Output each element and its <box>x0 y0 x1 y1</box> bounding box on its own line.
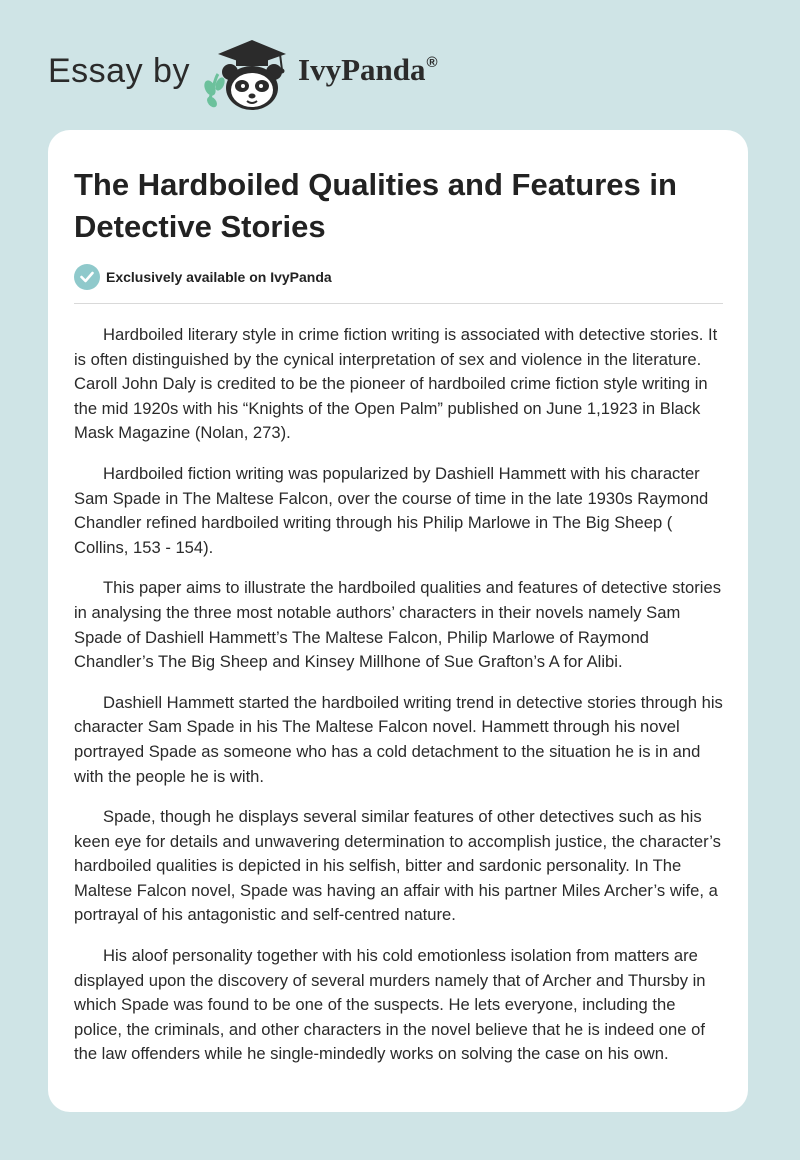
check-icon <box>74 264 100 290</box>
essay-by-label: Essay by <box>48 52 190 90</box>
essay-body <box>74 323 726 1083</box>
brand-name[interactable] <box>298 52 438 88</box>
paragraph: This paper aims to illustrate the hardboiled qualities and features of detective stories in analysing the three most notable authors’ characters in their novels namely Sam Spade of Dashiell Hammett’s The Maltese Falcon, Philip Marlowe of Raymond Chandler’s The Big Sheep and Kinsey Millhone of Sue Grafton’s A for Alibi. <box>74 578 721 672</box>
paragraph: Hardboiled literary style in crime fiction writing is associated with detective stories. It is often distinguished by the cynical interpretation of sex and violence in the literature. Caroll John Daly is credited to be the pioneer of hardboiled crime fiction style writing in the mid 1920s with his “Knights of the Open Palm” published on June 1,1923 in Black Mask Magazine (Nolan, 273). <box>74 325 718 443</box>
exclusive-label: Exclusively available on IvyPanda <box>106 269 332 285</box>
paragraph: Hardboiled fiction writing was popularized by Dashiell Hammett with his character Sam Spade in The Maltese Falcon, over the course of time in the late 1930s Raymond Chandler refined hardboiled writing through his Philip Marlowe in The Big Sheep ( Collins, 153 - 154). <box>74 463 709 557</box>
essay-card <box>48 130 748 1112</box>
paragraph: Spade, though he displays several similar features of other detectives such as his keen eye for details and unwavering determination to accomplish justice, the character’s hardboiled qualities is depicted in his selfish, bitter and sardonic personality. In The Maltese Falcon novel, Spade was having an affair with his partner Miles Archer’s wife, a portrayal of his antagonistic and self-centred nature. <box>74 807 721 925</box>
paragraph: His aloof personality together with his cold emotionless isolation from matters are displayed upon the discovery of several murders namely that of Archer and Thursby in which Spade was found to be one of the suspects. He lets everyone, including the police, the criminals, and other characters in the novel believe that he is indeed one of the law offenders while he single-mindedly works on solving the case on his own. <box>74 946 706 1064</box>
exclusive-badge <box>74 264 332 290</box>
page-title: The Hardboiled Qualities and Features in Detective Stories <box>74 167 677 244</box>
site-header <box>0 0 800 130</box>
divider <box>74 303 723 304</box>
registered-mark: ® <box>426 54 438 71</box>
paragraph: Dashiell Hammett started the hardboiled writing trend in detective stories through his character Sam Spade in his The Maltese Falcon novel. Hammett through his novel portrayed Spade as someone who has a cold detachment to the situation he is in and with the people he is with. <box>74 692 723 786</box>
brand-name-text: IvyPanda <box>298 52 426 87</box>
panda-logo-icon[interactable] <box>200 36 292 112</box>
